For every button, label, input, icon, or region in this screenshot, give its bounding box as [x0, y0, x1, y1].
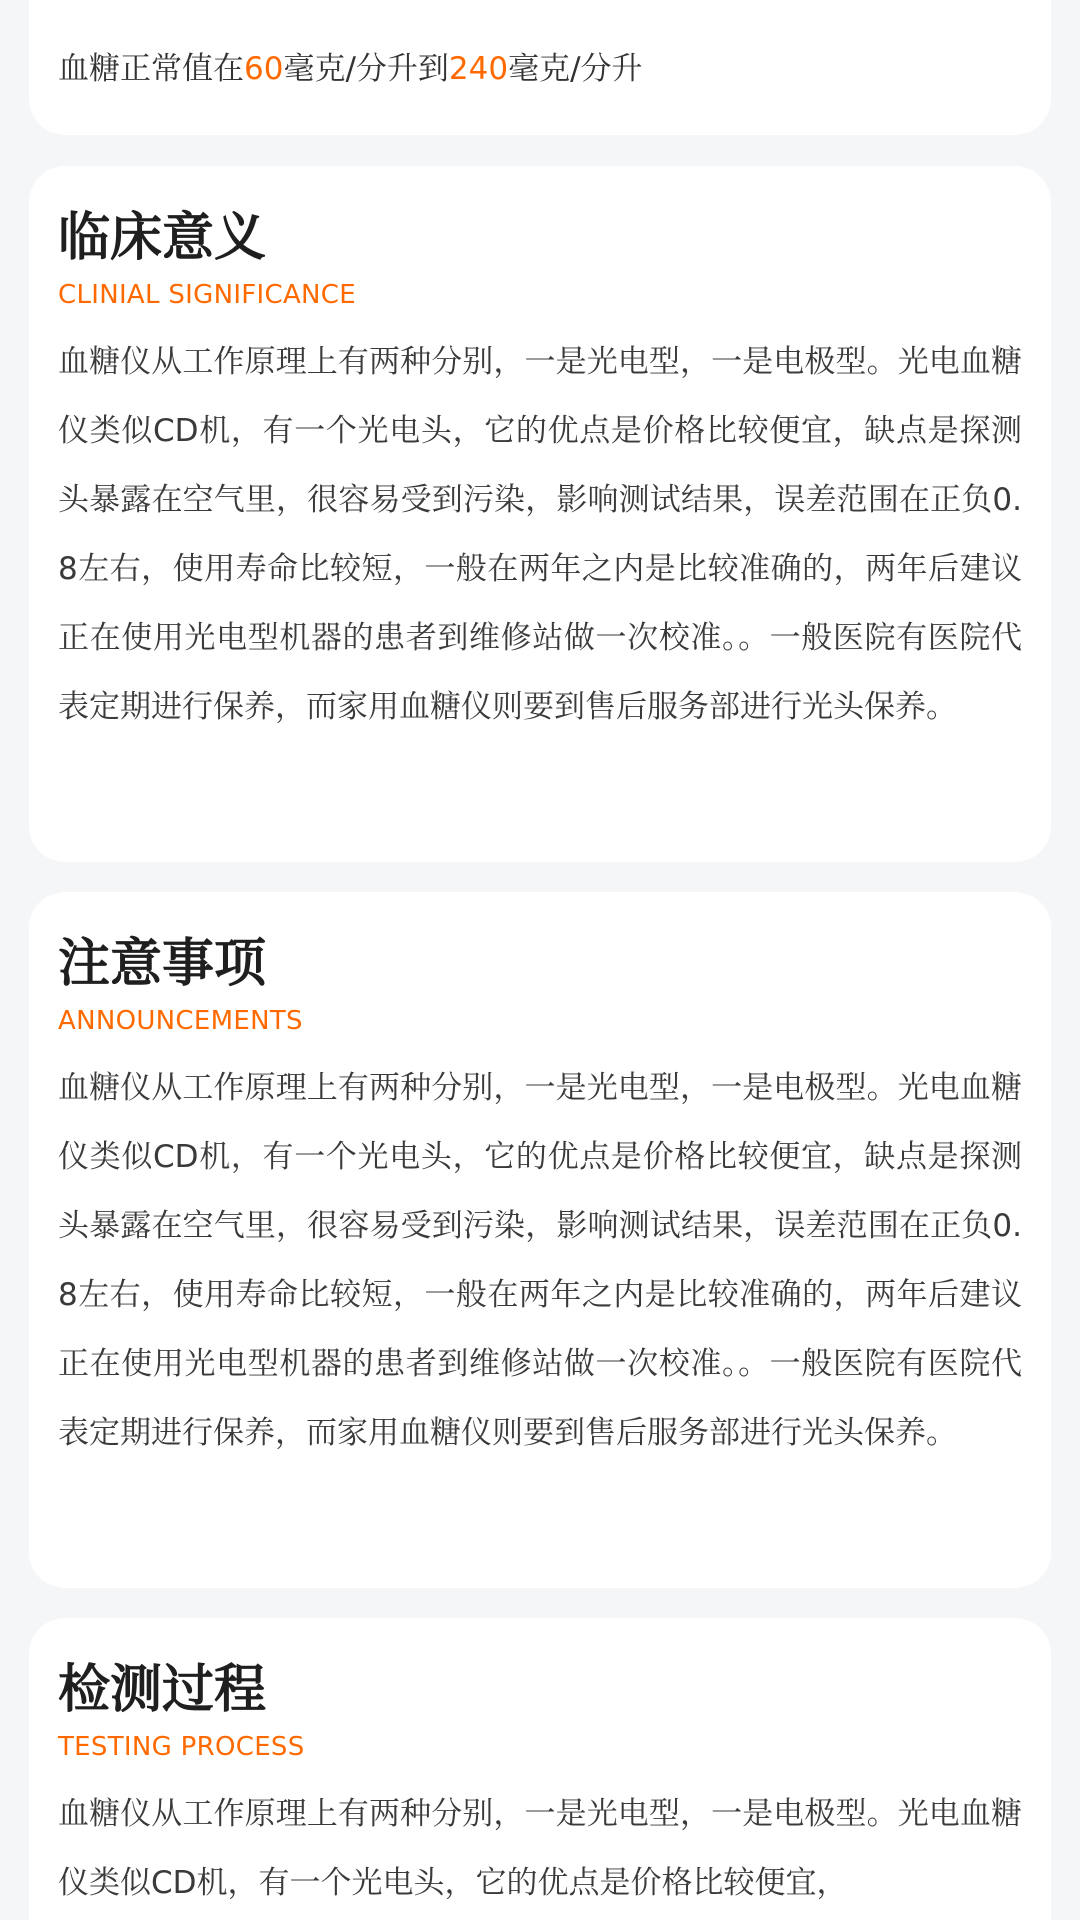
section-body: 血糖仪从工作原理上有两种分别，一是光电型，一是电极型。光电血糖仪类似CD机，有一个光电头，它的优点是价格比较便宜，: [58, 1796, 1022, 1901]
section-subtitle: CLINIAL SIGNIFICANCE: [58, 280, 356, 310]
section-title: 检测过程: [58, 1660, 267, 1720]
section-body: 血糖仪从工作原理上有两种分别，一是光电型，一是电极型。光电血糖仪类似CD机，有一个光电头，它的优点是价格比较便宜，缺点是探测头暴露在空气里，很容易受到污染，影响测试结果，误差范围在正负0.8左右，使用寿命比较短，一般在两年之内是比较准确的，两年后建议正在使用光电型机器的患者到维修站做一次校准。。一般医院有医院代表定期进行保养，而家用血糖仪则要到售后服务部进行光头保养。: [58, 1070, 1022, 1451]
section-subtitle: ANNOUNCEMENTS: [58, 1006, 303, 1036]
normal-range-prefix: 血糖正常值在: [58, 51, 244, 87]
normal-range-card: [29, 0, 1051, 135]
section-card-clinical-significance: [29, 166, 1051, 862]
normal-range-high-value: 240: [448, 51, 509, 87]
normal-range-text: [58, 40, 1022, 98]
section-title: 临床意义: [58, 208, 267, 268]
section-card-announcements: [29, 892, 1051, 1588]
normal-range-low-value: 60: [244, 51, 284, 87]
section-body: 血糖仪从工作原理上有两种分别，一是光电型，一是电极型。光电血糖仪类似CD机，有一个光电头，它的优点是价格比较便宜，缺点是探测头暴露在空气里，很容易受到污染，影响测试结果，误差范围在正负0.8左右，使用寿命比较短，一般在两年之内是比较准确的，两年后建议正在使用光电型机器的患者到维修站做一次校准。。一般医院有医院代表定期进行保养，而家用血糖仪则要到售后服务部进行光头保养。: [58, 344, 1022, 725]
section-card-testing-process: [29, 1618, 1051, 1920]
section-subtitle: TESTING PROCESS: [58, 1732, 305, 1762]
normal-range-unit-to: 毫克/分升到: [283, 51, 449, 87]
section-title: 注意事项: [58, 934, 267, 994]
normal-range-unit: 毫克/分升: [508, 51, 643, 87]
